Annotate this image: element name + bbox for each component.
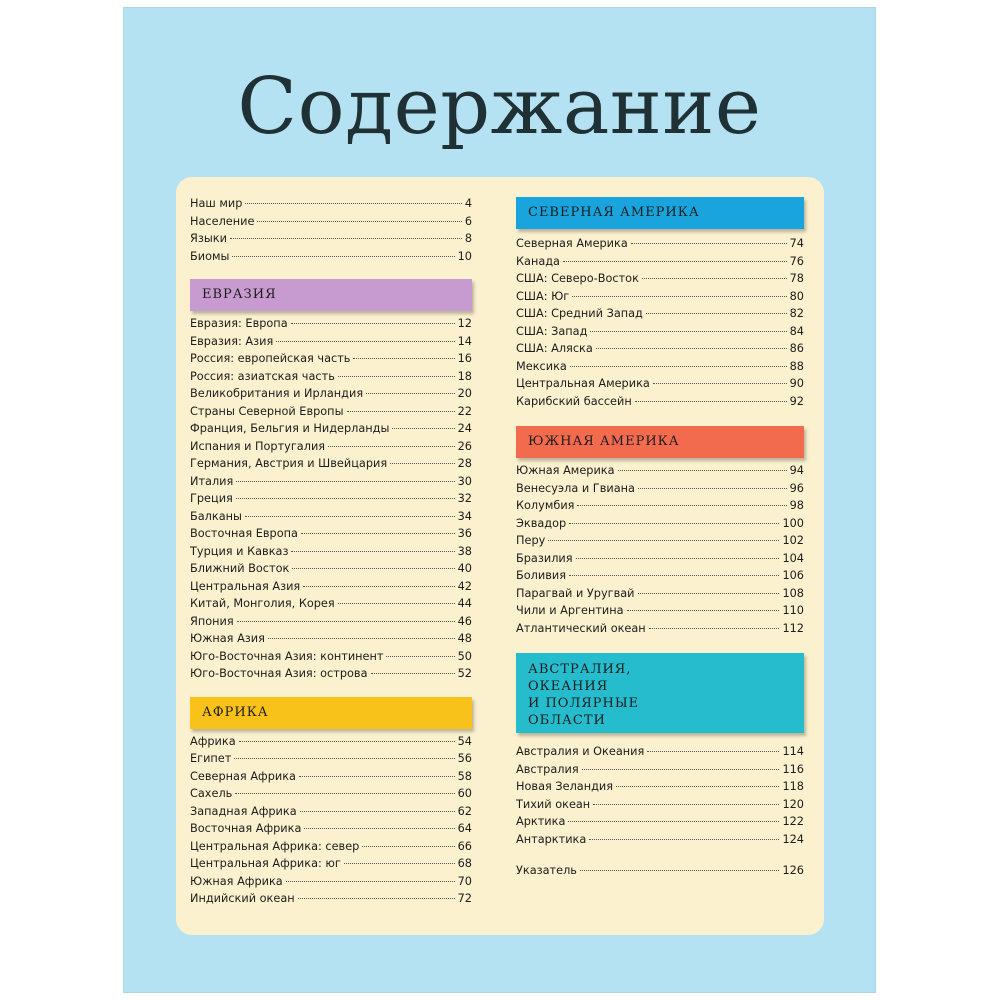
- dot-leader: [232, 256, 454, 257]
- dot-leader: [298, 898, 455, 899]
- toc-entry[interactable]: [516, 272, 804, 290]
- spacer: [516, 850, 804, 864]
- entry-title: Россия: азиатская часть: [190, 369, 335, 383]
- dot-leader: [631, 243, 787, 244]
- dot-leader: [390, 463, 455, 464]
- toc-entry[interactable]: [190, 840, 472, 858]
- dot-leader: [576, 558, 780, 559]
- dot-leader: [590, 331, 786, 332]
- toc-entry[interactable]: [190, 650, 472, 668]
- toc-entry[interactable]: [190, 892, 472, 910]
- dot-leader: [618, 470, 787, 471]
- entry-page: 104: [782, 551, 804, 565]
- entry-page: 84: [789, 324, 804, 338]
- entry-page: 90: [789, 377, 804, 390]
- entry-title: Бразилия: [516, 551, 573, 565]
- africa-list: [190, 735, 472, 910]
- toc-entry[interactable]: [190, 457, 472, 475]
- toc-entry[interactable]: [190, 317, 472, 335]
- entry-page: 120: [782, 797, 804, 811]
- section-header-south-america: ЮЖНАЯ АМЕРИКА: [516, 426, 804, 458]
- entry-title: Атлантический океан: [516, 621, 646, 635]
- entry-page: 74: [789, 237, 804, 250]
- entry-title: Карибский бассейн: [516, 394, 632, 408]
- entry-title: Юго-Восточная Азия: острова: [190, 667, 368, 680]
- toc-entry[interactable]: [190, 197, 472, 215]
- entry-title: США: Северо-Восток: [516, 272, 639, 285]
- entry-title: Австралия: [516, 762, 579, 776]
- entry-title: Турция и Кавказ: [190, 544, 289, 558]
- toc-entry[interactable]: [190, 597, 472, 615]
- toc-entry[interactable]: [516, 290, 804, 308]
- entry-page: 62: [457, 804, 472, 818]
- entry-page: 112: [782, 621, 804, 635]
- entry-page: 80: [789, 289, 804, 303]
- dot-leader: [649, 628, 780, 629]
- entry-page: 10: [457, 249, 472, 263]
- toc-entry[interactable]: [516, 342, 804, 360]
- dot-leader: [596, 348, 787, 349]
- entry-title: Арктика: [516, 815, 566, 828]
- entry-page: 12: [457, 317, 472, 330]
- dot-leader: [572, 296, 786, 297]
- entry-title: Сахель: [190, 787, 233, 800]
- entry-page: 46: [457, 614, 472, 628]
- dot-leader: [638, 593, 780, 594]
- intro-list: [190, 197, 472, 267]
- dot-leader: [593, 804, 779, 805]
- entry-page: 36: [457, 527, 472, 540]
- contents-page: [123, 7, 876, 993]
- toc-entry[interactable]: [190, 405, 472, 423]
- entry-page: 42: [457, 579, 472, 593]
- entry-title: Колумбия: [516, 499, 575, 512]
- entry-title: Мексика: [516, 359, 567, 373]
- toc-entry[interactable]: [190, 787, 472, 805]
- dot-leader: [245, 516, 455, 517]
- dot-leader: [303, 586, 454, 587]
- entry-title: США: Аляска: [516, 342, 593, 355]
- entry-title: Северная Америка: [516, 237, 628, 250]
- section-header-africa: АФРИКА: [190, 697, 472, 729]
- dot-leader: [328, 446, 455, 447]
- section-header-australia: [516, 653, 804, 733]
- entry-title: Тихий океан: [516, 797, 591, 811]
- toc-entry[interactable]: [516, 780, 804, 798]
- dot-leader: [589, 839, 779, 840]
- entry-page: 66: [457, 839, 472, 853]
- entry-title: Центральная Америка: [516, 377, 650, 390]
- entry-page: 14: [457, 334, 472, 348]
- entry-page: 52: [457, 667, 472, 680]
- entry-title: Россия: европейская часть: [190, 352, 351, 365]
- dot-leader: [582, 769, 780, 770]
- entry-title: Испания и Португалия: [190, 439, 326, 453]
- entry-page: 32: [457, 492, 472, 505]
- entry-page: 122: [782, 815, 804, 828]
- entry-title: Евразия: Европа: [190, 317, 288, 330]
- entry-title: Центральная Азия: [190, 579, 301, 593]
- entry-title: Южная Африка: [190, 874, 283, 888]
- entry-page: 114: [782, 745, 804, 758]
- header-line: И ПОЛЯРНЫЕ: [528, 696, 640, 711]
- dot-leader: [569, 523, 779, 524]
- entry-title: Китай, Монголия, Корея: [190, 597, 335, 610]
- entry-page: 68: [457, 857, 472, 870]
- entry-page: 56: [457, 752, 472, 765]
- toc-entry[interactable]: [516, 395, 804, 413]
- toc-entry[interactable]: [516, 763, 804, 781]
- toc-entry[interactable]: [190, 875, 472, 893]
- toc-entry[interactable]: [516, 517, 804, 535]
- section-header-eurasia: ЕВРАЗИЯ: [190, 279, 472, 311]
- entry-page: 44: [457, 597, 472, 610]
- header-line: ОБЛАСТИ: [528, 713, 606, 728]
- entry-page: 4: [464, 197, 472, 210]
- entry-title: Южная Азия: [190, 632, 265, 645]
- toc-entry[interactable]: [516, 237, 804, 255]
- entry-page: 70: [457, 874, 472, 888]
- toc-entry[interactable]: [516, 587, 804, 605]
- dot-leader: [362, 846, 454, 847]
- entry-page: 110: [782, 604, 804, 617]
- entry-title: Австралия и Океания: [516, 745, 645, 758]
- toc-entry[interactable]: [516, 464, 804, 482]
- entry-title: Ближний Восток: [190, 562, 290, 575]
- toc-entry[interactable]: [516, 377, 804, 395]
- dot-leader: [386, 656, 454, 657]
- dot-leader: [548, 540, 779, 541]
- entry-page: 40: [457, 562, 472, 575]
- toc-entry[interactable]: [190, 527, 472, 545]
- toc-entry[interactable]: [516, 745, 804, 763]
- toc-entry[interactable]: [516, 255, 804, 273]
- toc-entry[interactable]: [190, 492, 472, 510]
- dot-leader: [647, 751, 779, 752]
- dot-leader: [577, 505, 786, 506]
- entry-page: 28: [457, 457, 472, 470]
- toc-entry[interactable]: [516, 622, 804, 640]
- south-america-list: [516, 464, 804, 639]
- entry-page: 16: [457, 352, 472, 365]
- entry-page: 76: [789, 254, 804, 268]
- toc-entry[interactable]: [190, 822, 472, 840]
- entry-page: 88: [789, 359, 804, 373]
- dot-leader: [268, 638, 455, 639]
- toc-entry-index[interactable]: [516, 864, 804, 882]
- entry-page: 34: [457, 509, 472, 523]
- toc-entry[interactable]: [190, 215, 472, 233]
- dot-leader: [366, 393, 454, 394]
- entry-page: 18: [457, 369, 472, 383]
- entry-title: Парагвай и Уругвай: [516, 586, 635, 600]
- dot-leader: [392, 428, 454, 429]
- entry-title: Северная Африка: [190, 769, 296, 783]
- dot-leader: [627, 610, 780, 611]
- dot-leader: [291, 323, 455, 324]
- dot-leader: [230, 238, 462, 239]
- dot-leader: [371, 673, 455, 674]
- entry-page: 96: [789, 481, 804, 495]
- entry-page: 108: [782, 586, 804, 600]
- dot-leader: [234, 758, 454, 759]
- toc-entry[interactable]: [516, 482, 804, 500]
- dot-leader: [635, 401, 787, 402]
- entry-title: Япония: [190, 614, 234, 628]
- entry-title: Южная Америка: [516, 464, 615, 477]
- dot-leader: [257, 221, 461, 222]
- toc-entry[interactable]: [190, 615, 472, 633]
- entry-page: 126: [782, 864, 804, 877]
- toc-entry[interactable]: [190, 370, 472, 388]
- dot-leader: [304, 828, 454, 829]
- entry-page: 50: [457, 649, 472, 663]
- entry-page: 30: [457, 474, 472, 488]
- entry-title: Эквадор: [516, 516, 567, 530]
- dot-leader: [642, 278, 787, 279]
- dot-leader: [563, 261, 787, 262]
- toc-entry[interactable]: [190, 387, 472, 405]
- entry-title: Центральная Африка: север: [190, 839, 360, 853]
- dot-leader: [245, 203, 461, 204]
- dot-leader: [286, 881, 455, 882]
- entry-page: 98: [789, 499, 804, 512]
- dot-leader: [236, 481, 454, 482]
- toc-entry[interactable]: [190, 250, 472, 268]
- entry-title: Чили и Аргентина: [516, 604, 624, 617]
- dot-leader: [301, 533, 455, 534]
- toc-entry[interactable]: [190, 770, 472, 788]
- entry-title: Антарктика: [516, 832, 587, 846]
- entry-page: 94: [789, 464, 804, 477]
- toc-entry[interactable]: [190, 857, 472, 875]
- entry-page: 6: [464, 214, 472, 228]
- entry-page: 20: [457, 387, 472, 400]
- australia-list: [516, 745, 804, 850]
- entry-page: 86: [789, 342, 804, 355]
- toc-entry[interactable]: [190, 667, 472, 685]
- entry-page: 124: [782, 832, 804, 846]
- entry-page: 26: [457, 439, 472, 453]
- toc-entry[interactable]: [190, 475, 472, 493]
- header-line: ОКЕАНИЯ: [528, 679, 609, 694]
- entry-page: 8: [464, 232, 472, 245]
- entry-title: Восточная Европа: [190, 527, 298, 540]
- entry-page: 92: [789, 394, 804, 408]
- entry-page: 58: [457, 769, 472, 783]
- entry-title: Евразия: Азия: [190, 334, 274, 348]
- page-title: Содержание: [237, 62, 762, 152]
- north-america-list: [516, 237, 804, 412]
- entry-page: 118: [782, 780, 804, 793]
- toc-entry[interactable]: [516, 569, 804, 587]
- entry-title: Перу: [516, 534, 546, 547]
- entry-title: Центральная Африка: юг: [190, 857, 341, 870]
- entry-title: Балканы: [190, 509, 242, 523]
- dot-leader: [638, 488, 787, 489]
- dot-leader: [653, 383, 787, 384]
- entry-page: 24: [457, 422, 472, 435]
- entry-title: США: Запад: [516, 324, 588, 338]
- entry-page: 100: [782, 516, 804, 530]
- toc-entry[interactable]: [516, 833, 804, 851]
- dot-leader: [344, 863, 455, 864]
- entry-title: Греция: [190, 492, 233, 505]
- entry-title: Новая Зеландия: [516, 780, 614, 793]
- entry-title: Восточная Африка: [190, 822, 302, 835]
- entry-title: Великобритания и Ирландия: [190, 387, 364, 400]
- entry-title: Указатель: [516, 864, 577, 877]
- dot-leader: [570, 366, 787, 367]
- toc-entry[interactable]: [190, 580, 472, 598]
- entry-title: Страны Северной Европы: [190, 404, 344, 418]
- left-column: [190, 197, 472, 910]
- dot-leader: [353, 358, 454, 359]
- entry-title: США: Юг: [516, 289, 570, 303]
- toc-entry[interactable]: [190, 422, 472, 440]
- entry-page: 22: [457, 404, 472, 418]
- entry-page: 38: [457, 544, 472, 558]
- toc-entry[interactable]: [516, 534, 804, 552]
- entry-title: Боливия: [516, 569, 567, 582]
- entry-title: Наш мир: [190, 197, 243, 210]
- entry-title: Юго-Восточная Азия: континент: [190, 649, 384, 663]
- entry-title: Франция, Бельгия и Нидерланды: [190, 422, 390, 435]
- dot-leader: [568, 821, 779, 822]
- dot-leader: [292, 568, 454, 569]
- toc-entry[interactable]: [190, 232, 472, 250]
- dot-leader: [291, 551, 454, 552]
- toc-entry[interactable]: [190, 632, 472, 650]
- toc-entry[interactable]: [516, 815, 804, 833]
- section-header-north-america: СЕВЕРНАЯ АМЕРИКА: [516, 197, 804, 229]
- dot-leader: [569, 575, 779, 576]
- dot-leader: [299, 776, 455, 777]
- toc-entry[interactable]: [190, 352, 472, 370]
- toc-entry[interactable]: [190, 752, 472, 770]
- toc-entry[interactable]: [190, 440, 472, 458]
- toc-entry[interactable]: [516, 307, 804, 325]
- dot-leader: [276, 341, 454, 342]
- entry-title: Западная Африка: [190, 804, 297, 818]
- dot-leader: [338, 603, 455, 604]
- toc-entry[interactable]: [190, 510, 472, 528]
- entry-page: 106: [782, 569, 804, 582]
- toc-entry[interactable]: [516, 604, 804, 622]
- toc-entry[interactable]: [190, 562, 472, 580]
- dot-leader: [580, 870, 779, 871]
- entry-title: Биомы: [190, 249, 230, 263]
- dot-leader: [239, 741, 455, 742]
- toc-entry[interactable]: [516, 325, 804, 343]
- entry-title: Канада: [516, 254, 560, 268]
- entry-title: Африка: [190, 734, 236, 748]
- toc-entry[interactable]: [190, 545, 472, 563]
- contents-panel: [176, 177, 824, 935]
- dot-leader: [646, 313, 787, 314]
- toc-entry[interactable]: [190, 735, 472, 753]
- entry-page: 78: [789, 272, 804, 285]
- entry-title: Индийский океан: [190, 892, 295, 905]
- entry-title: Языки: [190, 232, 227, 245]
- toc-entry[interactable]: [190, 805, 472, 823]
- entry-title: Италия: [190, 474, 234, 488]
- entry-page: 64: [457, 822, 472, 835]
- entry-page: 72: [457, 892, 472, 905]
- dot-leader: [616, 786, 779, 787]
- entry-page: 116: [782, 762, 804, 776]
- header-line: АВСТРАЛИЯ,: [528, 662, 632, 677]
- dot-leader: [237, 621, 455, 622]
- right-column: [516, 197, 804, 882]
- toc-entry[interactable]: [516, 552, 804, 570]
- dot-leader: [338, 376, 455, 377]
- toc-entry[interactable]: [516, 360, 804, 378]
- dot-leader: [235, 793, 454, 794]
- entry-title: Венесуэла и Гвиана: [516, 481, 635, 495]
- entry-page: 82: [789, 307, 804, 320]
- dot-leader: [236, 498, 455, 499]
- toc-entry[interactable]: [516, 798, 804, 816]
- entry-page: 60: [457, 787, 472, 800]
- eurasia-list: [190, 317, 472, 685]
- dot-leader: [347, 411, 455, 412]
- entry-page: 102: [782, 534, 804, 547]
- entry-title: США: Средний Запад: [516, 307, 643, 320]
- entry-title: Египет: [190, 752, 232, 765]
- toc-entry[interactable]: [190, 335, 472, 353]
- entry-title: Население: [190, 214, 255, 228]
- dot-leader: [300, 811, 455, 812]
- entry-page: 54: [457, 734, 472, 748]
- toc-entry[interactable]: [516, 499, 804, 517]
- entry-title: Германия, Австрия и Швейцария: [190, 457, 388, 470]
- entry-page: 48: [457, 632, 472, 645]
